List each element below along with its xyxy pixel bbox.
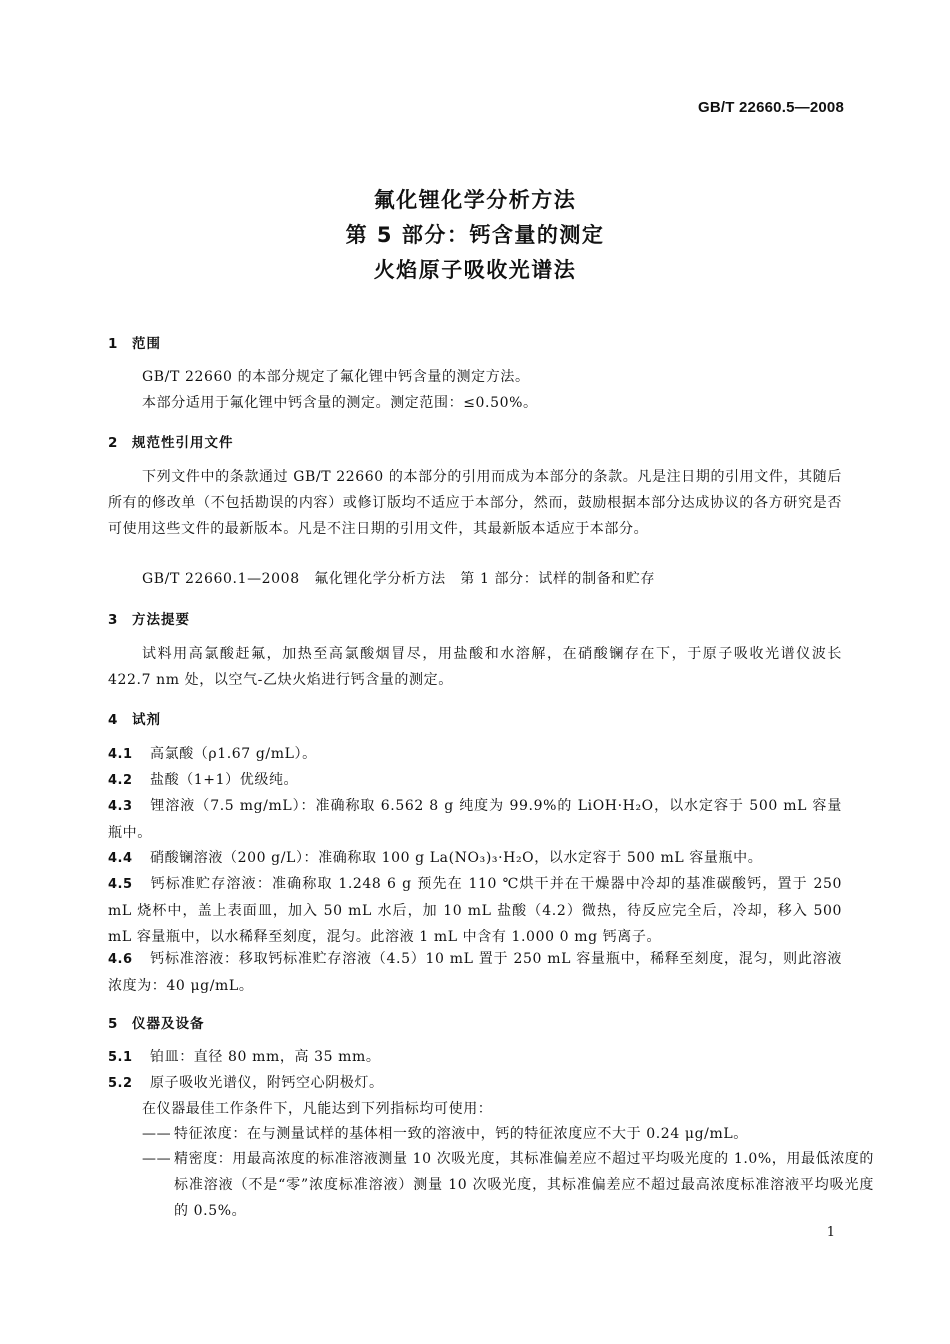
item-text: 铂皿：直径 80 mm，高 35 mm。 (150, 1049, 381, 1065)
item-text: 钙标准溶液：移取钙标准贮存溶液（4.5）10 mL 置于 250 mL 容量瓶中，稀释至刻度，混匀，则此溶液浓度为：40 μg/mL。 (108, 951, 842, 994)
item-number: 4.4 (108, 851, 133, 866)
title-line-3: 火焰原子吸收光谱法 (373, 258, 577, 282)
section-2-heading (108, 431, 234, 451)
item-text: 钙标准贮存溶液：准确称取 1.248 6 g 预先在 110 ℃烘干并在干燥器中冷却的基准碳酸钙，置于 250 mL 烧杯中，盖上表面皿，加入 50 mL 水后，加 10 mL 盐酸（4.2）微热，待反应完全后，冷却，移入 500 mL 容量瓶中，以水稀释至刻度，混匀。此溶液 1 mL 中含有 1.000 0 mg 钙离子。 (108, 876, 842, 945)
paragraph: GB/T 22660 的本部分规定了氟化锂中钙含量的测定方法。 (142, 369, 530, 385)
standard-number: GB/T 22660.5—2008 (698, 99, 844, 116)
list-item (108, 845, 842, 872)
item-text: 锂溶液（7.5 mg/mL）：准确称取 6.562 8 g 纯度为 99.9%的 LiOH·H₂O，以水定容于 500 mL 容量瓶中。 (108, 798, 842, 841)
paragraph: 下列文件中的条款通过 GB/T 22660 的本部分的引用而成为本部分的条款。凡是注日期的引用文件，其随后所有的修改单（不包括勘误的内容）或修订版均不适应于本部分，然而，鼓励根据本部分达成协议的各方研究是否可使用这些文件的最新版本。凡是不注日期的引用文件，其最新版本适应于本部分。 (108, 469, 842, 537)
item-text: 高氯酸（ρ1.67 g/mL）。 (150, 746, 317, 762)
item-number: 4.1 (108, 747, 133, 762)
section-title: 范围 (132, 336, 161, 352)
paragraph: 在仪器最佳工作条件下，凡能达到下列指标均可使用： (142, 1101, 493, 1117)
section-number: 3 (108, 612, 119, 628)
item-number: 5.1 (108, 1050, 133, 1065)
list-item (108, 767, 842, 794)
section-number: 1 (108, 336, 119, 352)
item-text: 原子吸收光谱仪，附钙空心阴极灯。 (150, 1075, 384, 1091)
item-text: 盐酸（1+1）优级纯。 (150, 772, 299, 788)
list-item (108, 741, 842, 768)
paragraph: 本部分适用于氟化锂中钙含量的测定。测定范围：≤0.50%。 (142, 395, 538, 411)
title-line-2: 第 5 部分：钙含量的测定 (345, 223, 605, 247)
section-title: 方法提要 (132, 612, 190, 628)
section-3-heading (108, 608, 190, 628)
dash-item (142, 1121, 842, 1147)
section-number: 4 (108, 712, 119, 728)
list-item (108, 1070, 842, 1097)
dash-item-text: 精密度：用最高浓度的标准溶液测量 10 次吸光度，其标准偏差应不超过平均吸光度的 1.0%，用最低浓度的标准溶液（不是“零”浓度标准溶液）测量 10 次吸光度，其标准偏差应不超过最高浓度标准溶液平均吸光度的 0.5%。 (174, 1151, 874, 1219)
item-number: 4.6 (108, 952, 133, 967)
list-item (108, 871, 842, 950)
item-number: 4.2 (108, 773, 133, 788)
list-item (108, 1044, 842, 1071)
section-title: 规范性引用文件 (132, 435, 234, 451)
section-title: 仪器及设备 (132, 1016, 205, 1032)
item-number: 4.3 (108, 799, 133, 814)
section-1-heading (108, 332, 161, 352)
section-number: 2 (108, 435, 119, 451)
item-number: 4.5 (108, 877, 133, 892)
page-number: 1 (826, 1225, 835, 1240)
list-item (108, 793, 842, 846)
section-5-heading (108, 1012, 205, 1032)
normative-reference: GB/T 22660.1—2008 氟化锂化学分析方法 第 1 部分：试样的制备和贮存 (142, 571, 656, 587)
section-4-heading (108, 708, 161, 728)
title-line-1: 氟化锂化学分析方法 (373, 188, 577, 212)
dash-mark: —— (142, 1151, 172, 1167)
paragraph: 试料用高氯酸赶氟，加热至高氯酸烟冒尽，用盐酸和水溶解，在硝酸镧存在下，于原子吸收光谱仪波长 422.7 nm 处，以空气-乙炔火焰进行钙含量的测定。 (108, 646, 842, 688)
section-title: 试剂 (132, 712, 161, 728)
item-number: 5.2 (108, 1076, 133, 1091)
list-item (108, 946, 842, 999)
dash-mark: —— (142, 1126, 172, 1142)
item-text: 硝酸镧溶液（200 g/L）：准确称取 100 g La(NO₃)₃·H₂O，以水定容于 500 mL 容量瓶中。 (150, 850, 763, 866)
section-number: 5 (108, 1016, 119, 1032)
dash-item-text: 特征浓度：在与测量试样的基体相一致的溶液中，钙的特征浓度应不大于 0.24 μg/mL。 (174, 1126, 748, 1142)
dash-item (142, 1146, 874, 1224)
